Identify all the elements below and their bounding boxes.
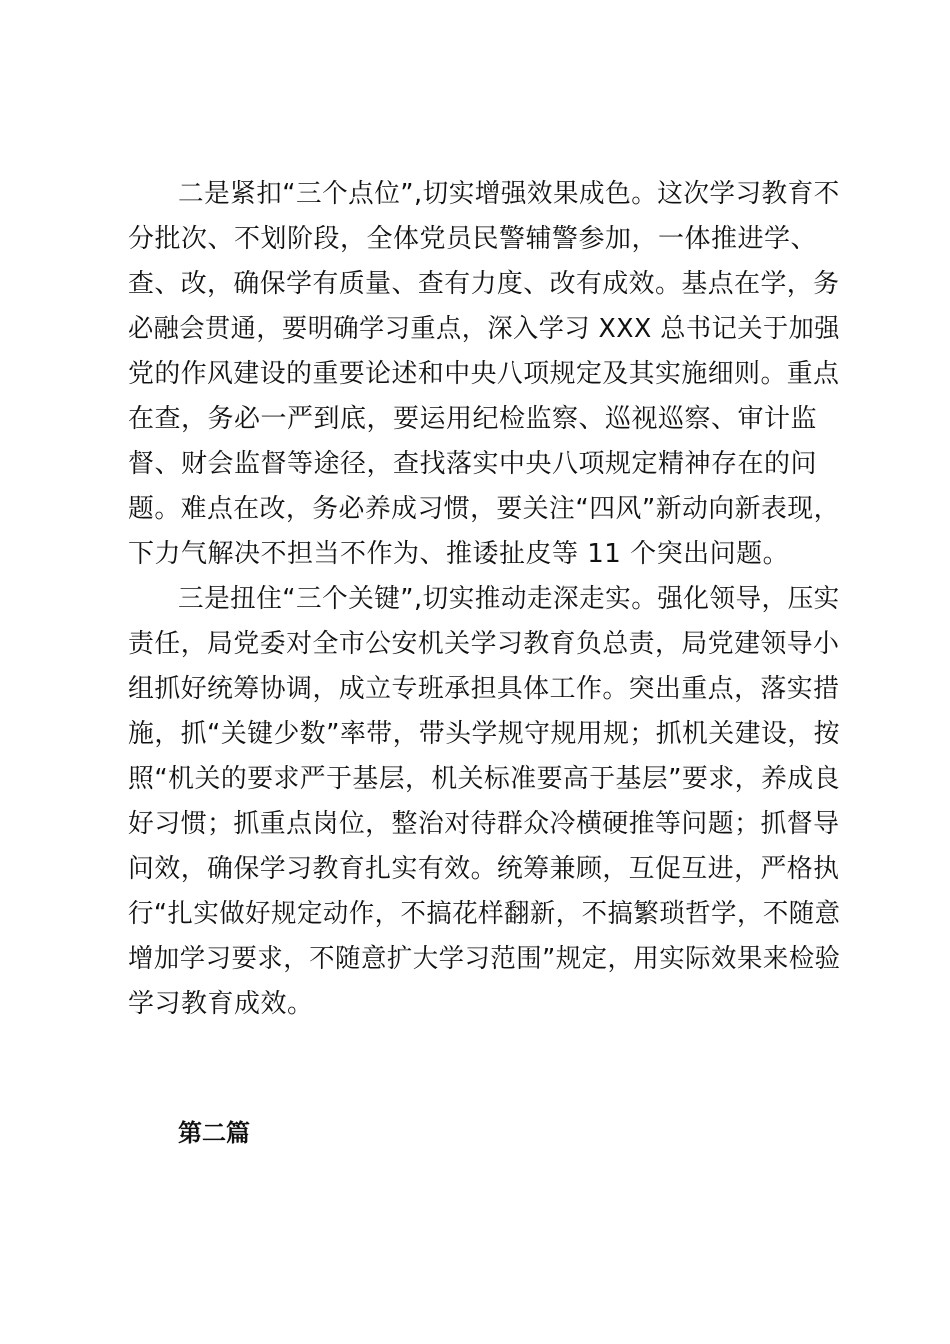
- paragraph-2-line-1: 二是紧扣“三个点位”,切实增强效果成色。这次学习教育不: [178, 179, 840, 209]
- paragraph-3-line-9: 增加学习要求，不随意扩大学习范围”规定，用实际效果来检验: [128, 944, 841, 974]
- paragraph-3-line-3: 组抓好统筹协调，成立专班承担具体工作。突出重点，落实措: [128, 674, 840, 704]
- paragraph-3-line-1: 三是扭住“三个关键”,切实推动走深走实。强化领导，压实: [178, 584, 840, 614]
- paragraph-3-line-5: 照“机关的要求严于基层，机关标准要高于基层”要求，养成良: [128, 764, 840, 794]
- paragraph-3-line-4: 施，抓“关键少数”率带，带头学规守规用规；抓机关建设，按: [128, 719, 840, 749]
- paragraph-2-line-9: 下力气解决不担当不作为、推诿扯皮等 11 个突出问题。: [128, 539, 790, 569]
- paragraph-3-line-10: 学习教育成效。: [128, 989, 314, 1019]
- paragraph-2-line-8: 题。难点在改，务必养成习惯，要关注“四风”新动向新表现，: [128, 494, 840, 524]
- paragraph-3-line-7: 问效，确保学习教育扎实有效。统筹兼顾，互促互进，严格执: [128, 854, 840, 884]
- paragraph-3-line-6: 好习惯；抓重点岗位，整治对待群众冷横硬推等问题；抓督导: [128, 809, 840, 839]
- paragraph-2-line-3: 查、改，确保学有质量、查有力度、改有成效。基点在学，务: [128, 269, 840, 299]
- paragraph-2-line-6: 在查，务必一严到底，要运用纪检监察、巡视巡察、审计监: [128, 404, 818, 434]
- section-heading: 第二篇: [178, 1119, 250, 1147]
- paragraph-2-line-7: 督、财会监督等途径，查找落实中央八项规定精神存在的问: [128, 449, 818, 479]
- paragraph-3-line-8: 行“扎实做好规定动作，不搞花样翻新，不搞繁琐哲学，不随意: [128, 899, 841, 929]
- paragraph-2-line-2: 分批次、不划阶段，全体党员民警辅警参加，一体推进学、: [128, 224, 818, 254]
- paragraph-2-line-5: 党的作风建设的重要论述和中央八项规定及其实施细则。重点: [128, 359, 840, 389]
- paragraph-3-line-2: 责任，局党委对全市公安机关学习教育负总责，局党建领导小: [128, 629, 840, 659]
- paragraph-2-line-4: 必融会贯通，要明确学习重点，深入学习 XXX 总书记关于加强: [128, 314, 840, 344]
